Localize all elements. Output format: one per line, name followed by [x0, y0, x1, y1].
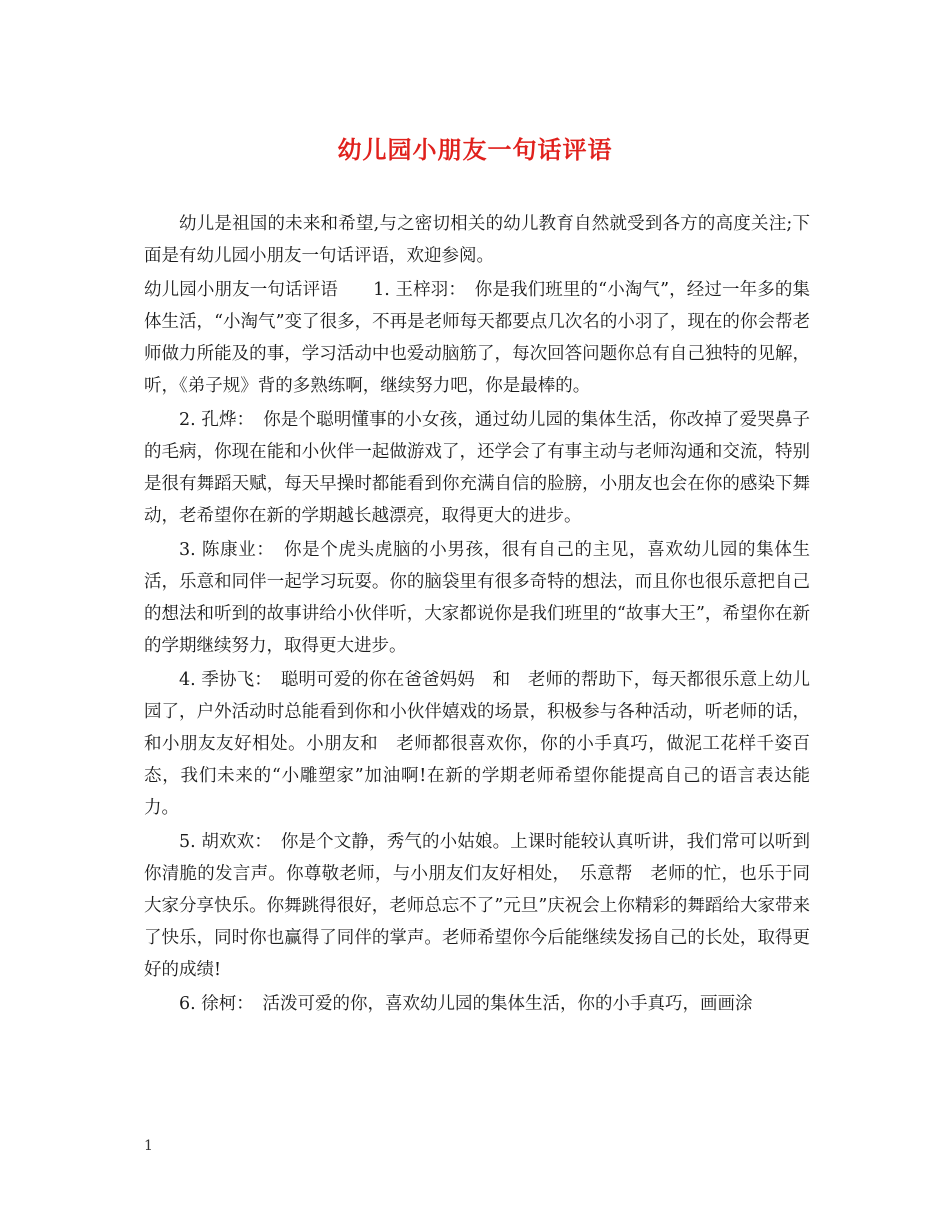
intro-paragraph: 幼儿是祖国的未来和希望,与之密切相关的幼儿教育自然就受到各方的高度关注;下面是有幼儿园小朋友一句话评语，欢迎参阅。 [144, 214, 810, 266]
document-body [144, 208, 810, 1022]
comment-paragraph-5: 5. 胡欢欢： 你是个文静，秀气的小姑娘。上课时能较认真听讲，我们常可以听到你清脆的发言声。你尊敬老师，与小朋友们友好相处， 乐意帮 老师的忙，也乐于同大家分享快乐。你舞跳得很好，老师总忘不了”元旦”庆祝会上你精彩的舞蹈给大家带来了快乐，同时你也赢得了同伴的掌声。老师希望你今后能继续发扬自己的长处，取得更好的成绩! [144, 832, 810, 980]
comment-paragraph-3: 3. 陈康业： 你是个虎头虎脑的小男孩，很有自己的主见，喜欢幼儿园的集体生活，乐意和同伴一起学习玩耍。你的脑袋里有很多奇特的想法，而且你也很乐意把自己的想法和听到的故事讲给小伙伴听，大家都说你是我们班里的“故事大王”，希望你在新的学期继续努力，取得更大进步。 [144, 540, 810, 656]
comment-paragraph-1: 幼儿园小朋友一句话评语 1. 王梓羽： 你是我们班里的“小淘气”，经过一年多的集体生活，“小淘气”变了很多，不再是老师每天都要点几次名的小羽了，现在的你会帮老师做力所能及的事，学习活动中也爱动脑筋了，每次回答问题你总有自己独特的见解，听，《弟子规》背的多熟练啊，继续努力吧，你是最棒的。 [144, 280, 810, 396]
page-title: 幼儿园小朋友一句话评语 [337, 135, 613, 164]
comment-paragraph-6: 6. 徐柯： 活泼可爱的你，喜欢幼儿园的集体生活，你的小手真巧，画画涂 [179, 994, 753, 1014]
comment-paragraph-4: 4. 季协飞： 聪明可爱的你在爸爸妈妈 和 老师的帮助下，每天都很乐意上幼儿园了，户外活动时总能看到你和小伙伴嬉戏的场景，积极参与各种活动，听老师的话，和小朋友友好相处。小朋友和 老师都很喜欢你，你的小手真巧，做泥工花样千姿百态，我们未来的“小雕塑家”加油啊!在新的学期老师希望你能提高自己的语言表达能力。 [144, 670, 810, 818]
page-number: 1 [144, 1138, 153, 1154]
comment-paragraph-2: 2. 孔烨： 你是个聪明懂事的小女孩，通过幼儿园的集体生活，你改掉了爱哭鼻子的毛病，你现在能和小伙伴一起做游戏了，还学会了有事主动与老师沟通和交流，特别是很有舞蹈天赋，每天早操时都能看到你充满自信的脸膀，小朋友也会在你的感染下舞动，老希望你在新的学期越长越漂亮，取得更大的进步。 [144, 410, 810, 526]
